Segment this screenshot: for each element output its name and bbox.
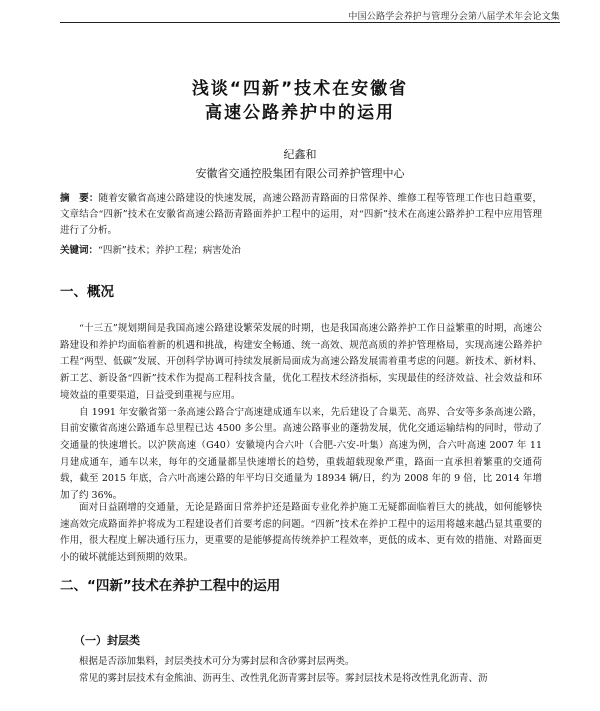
title-line-1: 浅谈“四新”技术在安徽省: [191, 79, 409, 99]
paragraph: 自 1991 年安徽省第一条高速公路合宁高速建成通车以来，先后建设了合巢芜、高界、合安等多条高速公路，目前安徽省高速公路通车总里程已达 4500 多公里。高速公路事业的蓬勃发展，优化交通运输结构的同时，带动了交通量的快速增长。以沪陕高速（G40）安徽境内合六叶（合肥-六安-叶集）高速为例，合六叶高速 2007 年 11 月建成通车，通车以来，每年的交通量都呈快速增长的趋势，重载超载现象严重，路面一直承担着繁重的交通荷载，截至 2015 年底，合六叶高速公路的年平均日交通量为 18934 辆/日，约为 2008 年的 9 倍，比 2014 年增加了约 36%。: [60, 406, 542, 502]
running-header: 中国公路学会养护与管理分会第八届学术年会论文集: [348, 12, 560, 22]
keywords-label: 关键词：: [60, 245, 99, 256]
paragraph: 根据是否添加集料，封层类技术可分为雾封层和含砂雾封层两类。: [79, 656, 355, 667]
affiliation: 安徽省交通控股集团有限公司养护管理中心: [195, 167, 405, 180]
author: 纪鑫和: [283, 148, 317, 161]
paragraph: “十三五”规划期间是我国高速公路建设繁荣发展的时期，也是我国高速公路养护工作日益繁重的时期，高速公路建设和养护均面临着新的机遇和挑战，构建安全畅通、统一高效、规范高质的养护管理格局，实现高速公路养护工程“两型、低碳”发展、开创科学协调可持续发展新局面成为高速公路发展需着重考虑的问题。新技术、新材料、新工艺、新设备“四新”技术作为提高工程科技含量，优化工程技术经济指标，实现最佳的经济效益、社会效益和环境效益的重要渠道，日益受到重视与应用。: [60, 323, 542, 401]
paragraph: 面对日益剧增的交通量，无论是路面日常养护还是路面专业化养护施工无疑都面临着巨大的挑战，如何能够快速高效完成路面养护将成为工程建设者们首要考虑的问题。“四新”技术在养护工程中的运用将越来越凸显其重要的作用，很大程度上解决通行压力，更重要的是能够提高传统养护工程效率，更低的成本、更有效的措施、对路面更小的破坏就能达到预期的效果。: [60, 502, 542, 564]
abstract-text: 随着安徽省高速公路建设的快速发展，高速公路沥青路面的日常保养、维修工程等管理工作也日趋重要，文章结合“四新”技术在安徽省高速公路沥青路面养护工程中的运用，对“四新”技术在高速公路养护工程中应用管理进行了分析。: [60, 193, 542, 237]
header-rule: [60, 22, 560, 23]
section-1-body: [60, 321, 542, 505]
abstract-label: 摘 要：: [60, 193, 99, 204]
section-1-heading: 一、概况: [60, 284, 114, 300]
section-2-body: [60, 654, 542, 687]
abstract: [60, 191, 542, 240]
title-line-2: 高速公路养护中的运用: [205, 103, 395, 123]
keywords: [60, 243, 542, 259]
paragraph: 常见的雾封层技术有金熊油、沥再生、改性乳化沥青雾封层等。雾封层技术是将改性乳化沥青、沥: [79, 672, 488, 684]
keywords-text: “四新”技术；养护工程；病害处治: [98, 245, 241, 256]
section-2-heading: 二、“四新”技术在养护工程中的运用: [60, 578, 281, 594]
subsection-heading: （一）封层类: [74, 634, 140, 647]
section-1-body-cont: [60, 500, 542, 567]
